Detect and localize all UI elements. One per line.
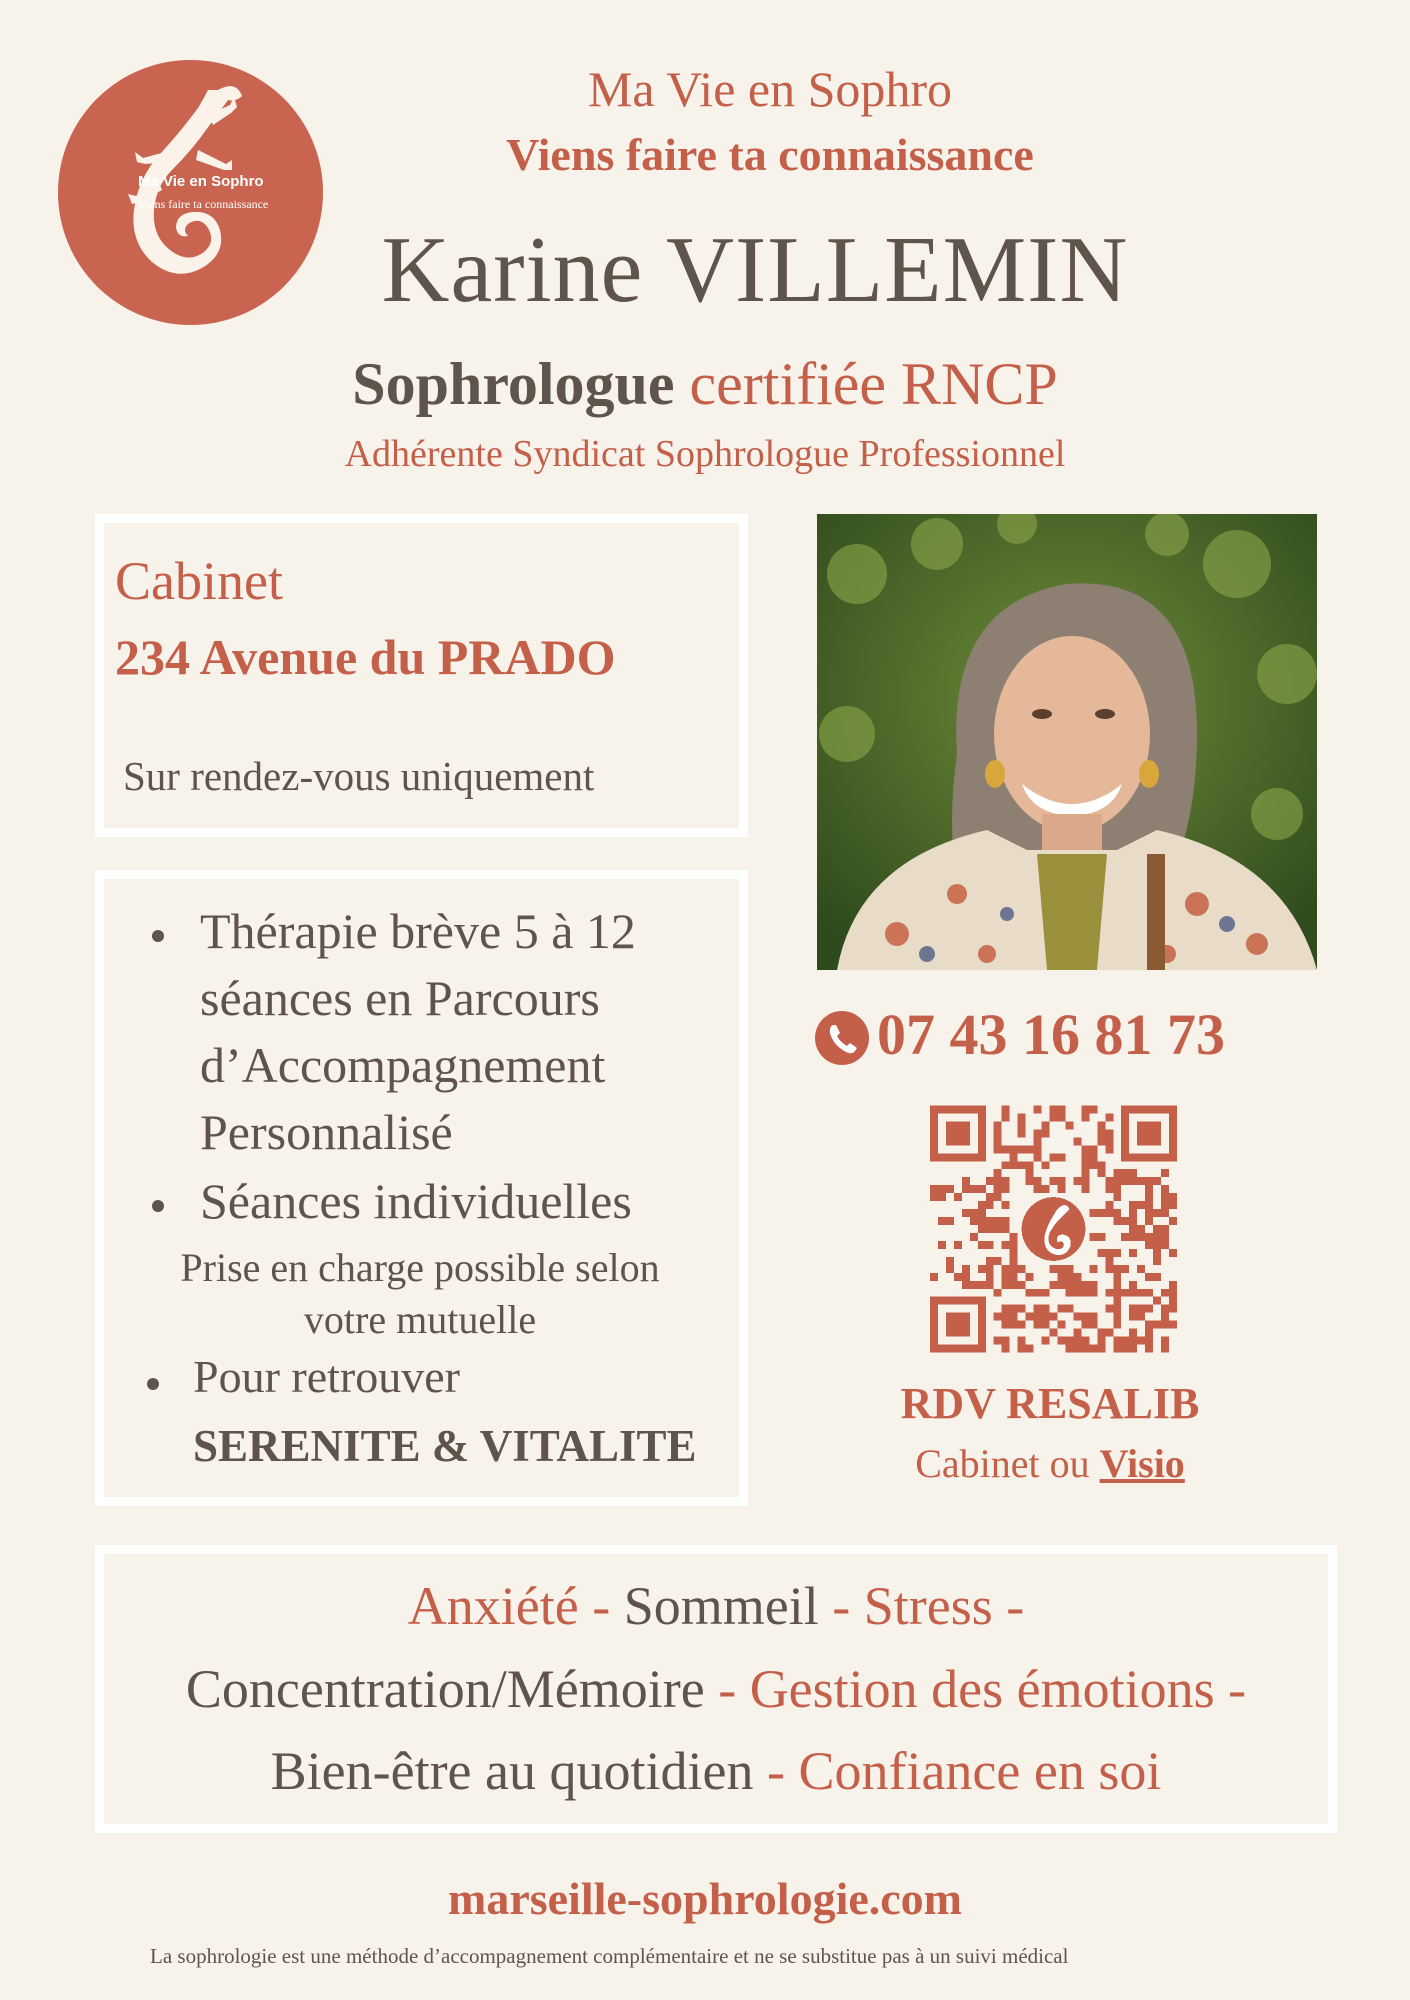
brand-name: Ma Vie en Sophro	[587, 61, 953, 117]
mode-prefix: Cabinet ou	[915, 1441, 1090, 1486]
logo-subtitle: Viens faire ta connaissance	[138, 197, 269, 211]
topic: Gestion des émotions	[749, 1659, 1215, 1719]
logo-title: Ma Vie en Sophro	[138, 173, 264, 190]
practitioner-name: Karine VILLEMIN	[381, 218, 1129, 322]
insurance-note-line: votre mutuelle	[303, 1297, 537, 1342]
qr-code-icon[interactable]	[930, 1105, 1177, 1353]
appointment-note: Sur rendez-vous uniquement	[123, 753, 595, 799]
bullet	[147, 1378, 159, 1390]
service-item-2: Séances individuelles	[200, 1173, 632, 1229]
topics-line-2	[105, 1658, 1327, 1720]
service-item-3: Pour retrouver	[193, 1351, 460, 1402]
cabinet-address: 234 Avenue du PRADO	[115, 629, 616, 685]
service-item-1	[200, 898, 636, 1166]
portrait-photo	[817, 514, 1317, 970]
insurance-note	[140, 1242, 700, 1346]
bullet	[152, 930, 164, 942]
medical-disclaimer: La sophrologie est une méthode d’accompagnement complémentaire et ne se substitue pas à un suivi médical	[150, 1944, 1069, 1968]
service-item-1-line: d’Accompagnement	[200, 1037, 606, 1093]
practitioner-title	[200, 350, 1210, 419]
bullet	[152, 1200, 164, 1212]
insurance-note-line: Prise en charge possible selon	[180, 1245, 660, 1290]
phone-icon	[815, 1011, 869, 1065]
cabinet-label: Cabinet	[115, 551, 283, 611]
topic: Stress	[863, 1576, 993, 1636]
website-link[interactable]: marseille-sophrologie.com	[448, 1873, 962, 1924]
topics-line-3	[105, 1740, 1327, 1802]
service-item-3-emphasis: SERENITE & VITALITE	[193, 1421, 697, 1471]
topics-line-1	[105, 1575, 1327, 1637]
membership: Adhérente Syndicat Sophrologue Professionnel	[344, 433, 1066, 475]
topic: Concentration/Mémoire	[185, 1659, 705, 1719]
tagline: Viens faire ta connaissance	[506, 129, 1034, 180]
consultation-mode	[860, 1440, 1240, 1487]
separator: -	[704, 1659, 750, 1719]
separator: -	[992, 1576, 1025, 1636]
booking-label: RDV RESALIB	[900, 1379, 1200, 1428]
visio-link[interactable]: Visio	[1099, 1441, 1185, 1486]
topic: Bien-être au quotidien	[270, 1741, 754, 1801]
phone-number[interactable]: 07 43 16 81 73	[877, 1002, 1225, 1067]
service-item-1-line: Thérapie brève 5 à 12	[200, 903, 636, 959]
separator: -	[1214, 1659, 1247, 1719]
separator: -	[818, 1576, 864, 1636]
service-item-1-line: séances en Parcours	[200, 970, 600, 1026]
title-bold: Sophrologue	[352, 351, 675, 417]
separator: -	[753, 1741, 799, 1801]
service-item-1-line: Personnalisé	[200, 1104, 453, 1160]
topic: Sommeil	[623, 1576, 819, 1636]
separator: -	[578, 1576, 624, 1636]
title-certification: certifiée RNCP	[689, 351, 1058, 417]
topic: Anxiété	[407, 1576, 579, 1636]
topic: Confiance en soi	[798, 1741, 1162, 1801]
